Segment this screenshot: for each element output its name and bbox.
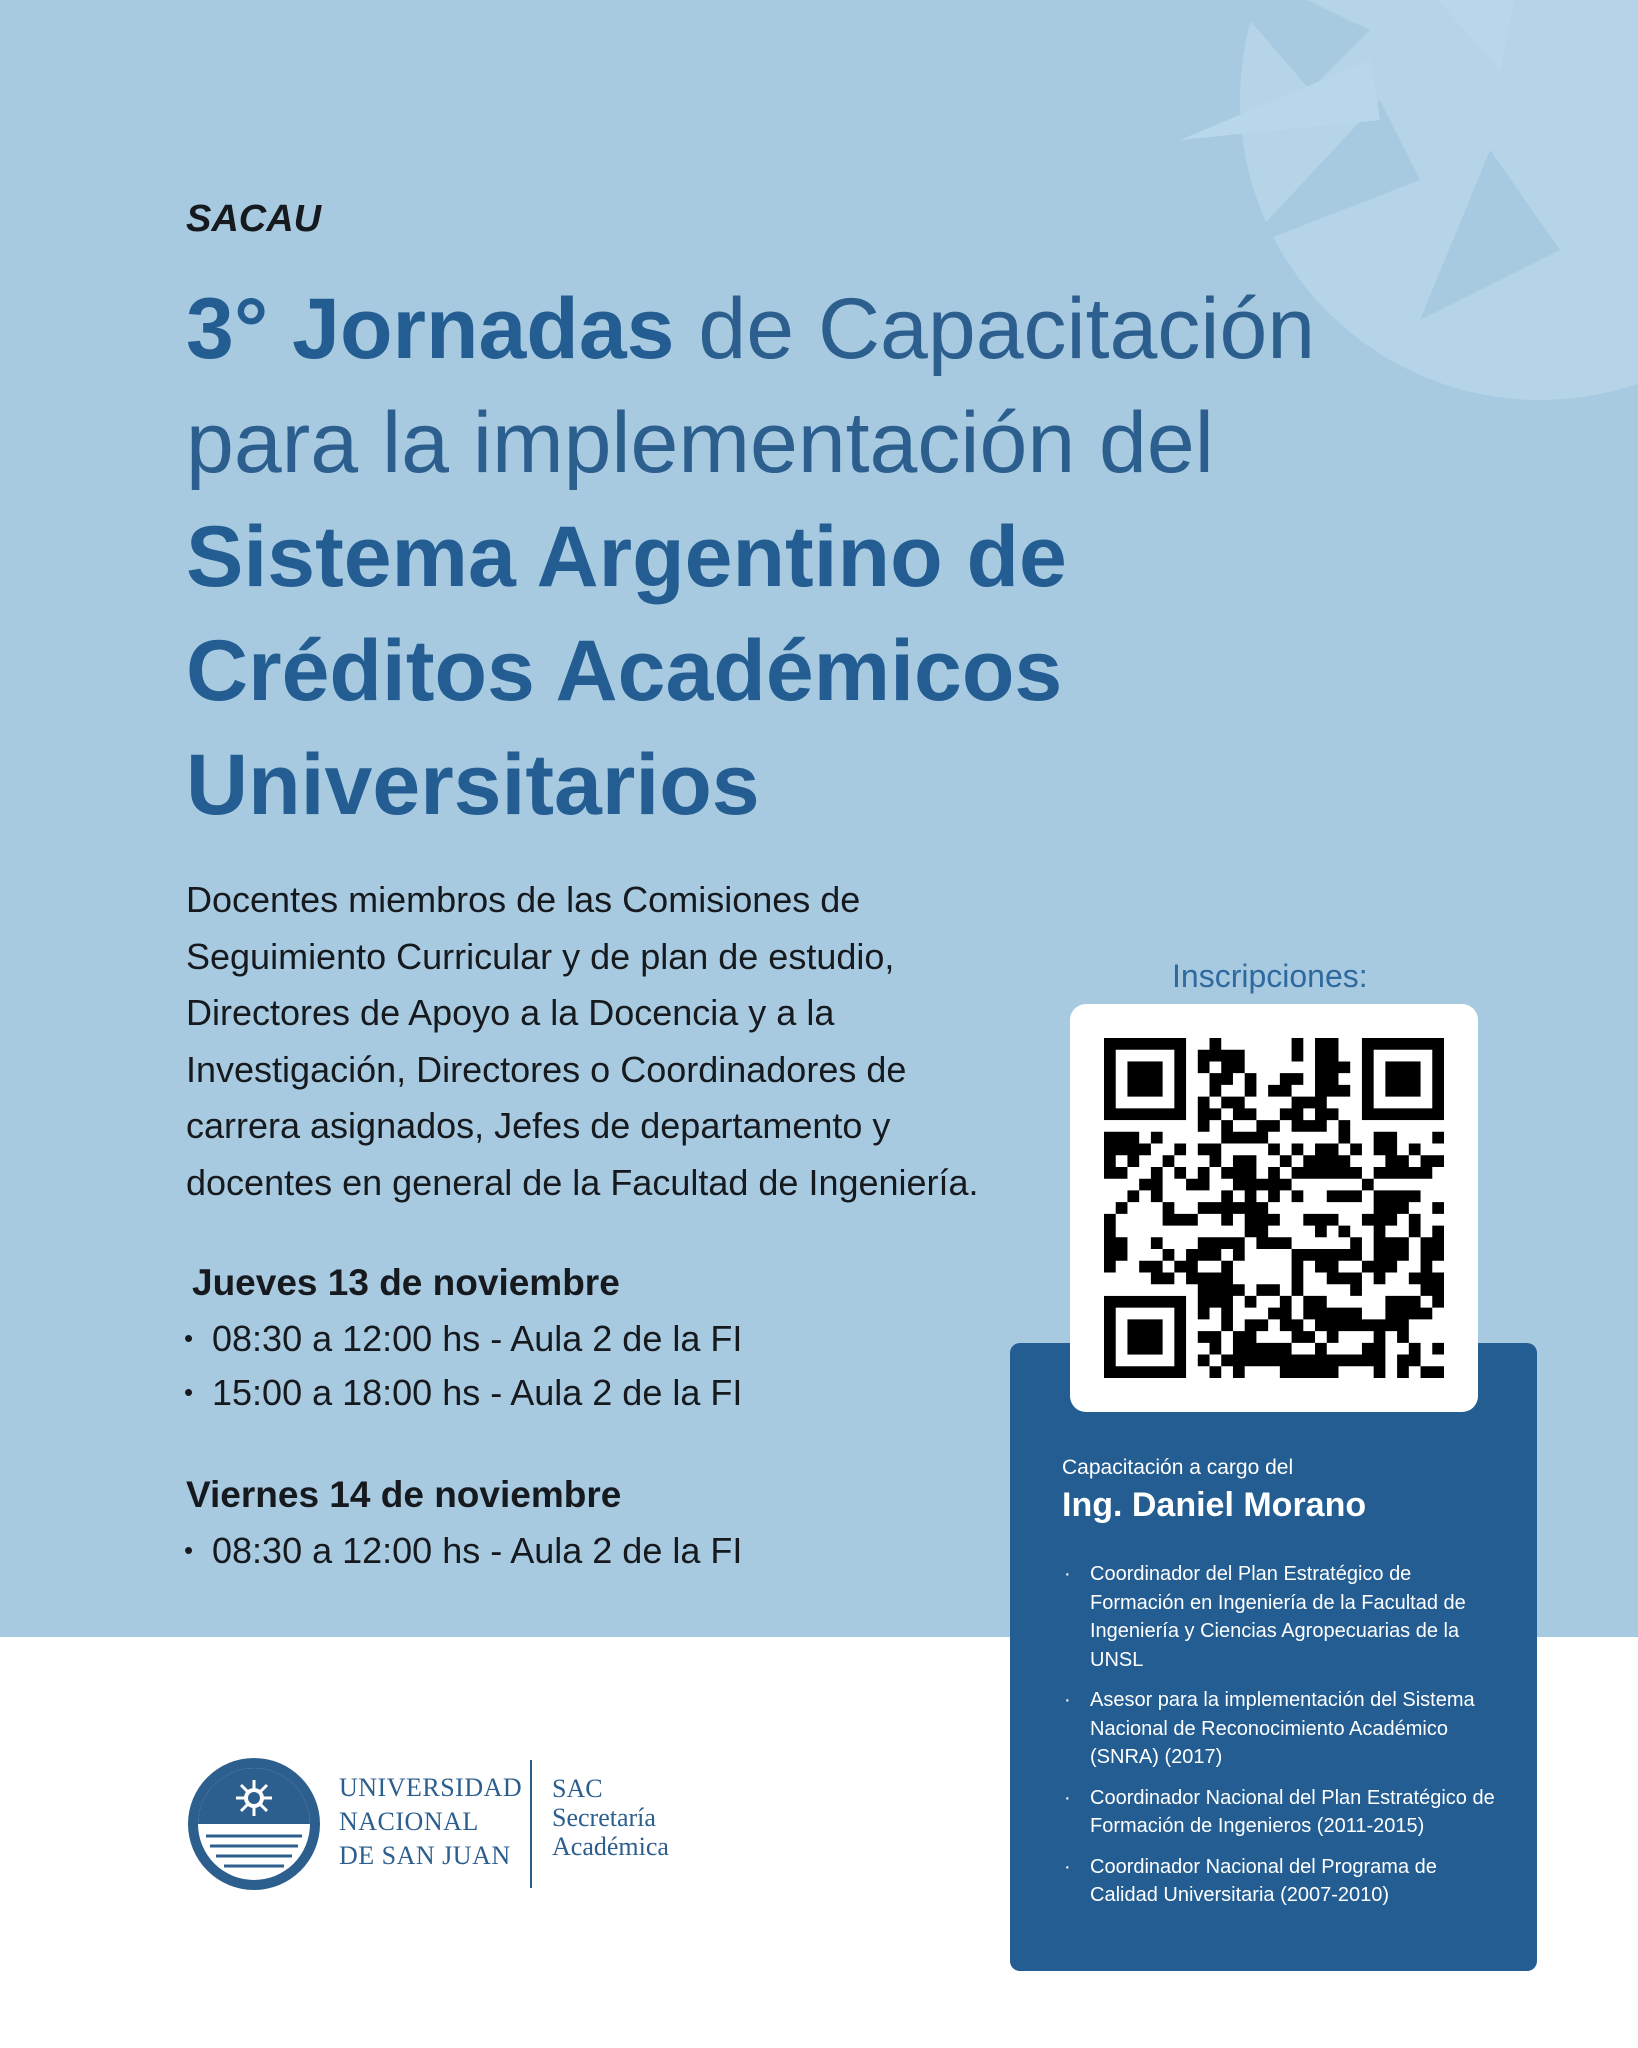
speaker-credentials <box>1062 1560 1502 1922</box>
registration-label: Inscripciones: <box>1172 958 1368 994</box>
credential-item: · Asesor para la implementación del Sistema Nacional de Reconocimiento Académico (SNRA) (2017) <box>1062 1686 1502 1772</box>
title-line-4: Créditos Académicos <box>186 623 1063 719</box>
schedule-day-1: Jueves 13 de noviembre <box>192 1262 620 1303</box>
schedule-session: • 08:30 a 12:00 hs - Aula 2 de la FI <box>184 1530 743 1571</box>
university-name: UNIVERSIDAD NACIONAL DE SAN JUAN <box>339 1773 523 1870</box>
title-line-5: Universitarios <box>186 737 760 833</box>
audience-description <box>186 872 1046 1211</box>
qr-finder-pattern <box>1385 1061 1420 1096</box>
qr-code-icon[interactable] <box>1104 1038 1444 1378</box>
audience-line: docentes en general de la Facultad de Ingeniería. <box>186 1161 979 1203</box>
office-name: SAC Secretaría Académica <box>552 1774 669 1861</box>
audience-line: Directores de Apoyo a la Docencia y a la <box>186 992 835 1033</box>
audience-line: Docentes miembros de las Comisiones de <box>186 879 861 920</box>
qr-finder-pattern <box>1127 1061 1162 1096</box>
audience-line: Investigación, Directores o Coordinadores de <box>186 1048 907 1090</box>
speaker-name: Ing. Daniel Morano <box>1062 1486 1367 1524</box>
title-line-3: Sistema Argentino de <box>186 509 1067 605</box>
organization-kicker: SACAU <box>186 198 322 240</box>
university-seal-icon <box>184 1754 324 1894</box>
speaker-intro: Capacitación a cargo del <box>1062 1456 1294 1479</box>
schedule-session: • 08:30 a 12:00 hs - Aula 2 de la FI <box>184 1318 743 1359</box>
credential-item: · Coordinador Nacional del Plan Estratégico de Formación de Ingenieros (2011-2015) <box>1062 1784 1502 1841</box>
bullet-icon: • <box>184 1535 194 1565</box>
audience-line: carrera asignados, Jefes de departamento y <box>186 1105 891 1146</box>
credential-item: · Coordinador Nacional del Programa de Calidad Universitaria (2007-2010) <box>1062 1853 1502 1910</box>
title-line-1: 3° Jornadas de Capacitación <box>186 281 1316 377</box>
audience-line: Seguimiento Curricular y de plan de estudio, <box>186 935 895 977</box>
bullet-icon: • <box>184 1377 194 1407</box>
logo-divider <box>530 1760 532 1888</box>
qr-card[interactable] <box>1070 1004 1478 1412</box>
schedule-day-2: Viernes 14 de noviembre <box>186 1474 622 1515</box>
credential-item: · Coordinador del Plan Estratégico de Formación en Ingeniería de la Facultad de Ingeniería y Ciencias Agropecuarias de la UNSL <box>1062 1560 1502 1674</box>
schedule-session: • 15:00 a 18:00 hs - Aula 2 de la FI <box>184 1372 743 1413</box>
bullet-icon: • <box>184 1323 194 1353</box>
page-title <box>186 272 1386 842</box>
title-line-2: para la implementación del <box>186 395 1214 491</box>
qr-finder-pattern <box>1127 1319 1162 1354</box>
